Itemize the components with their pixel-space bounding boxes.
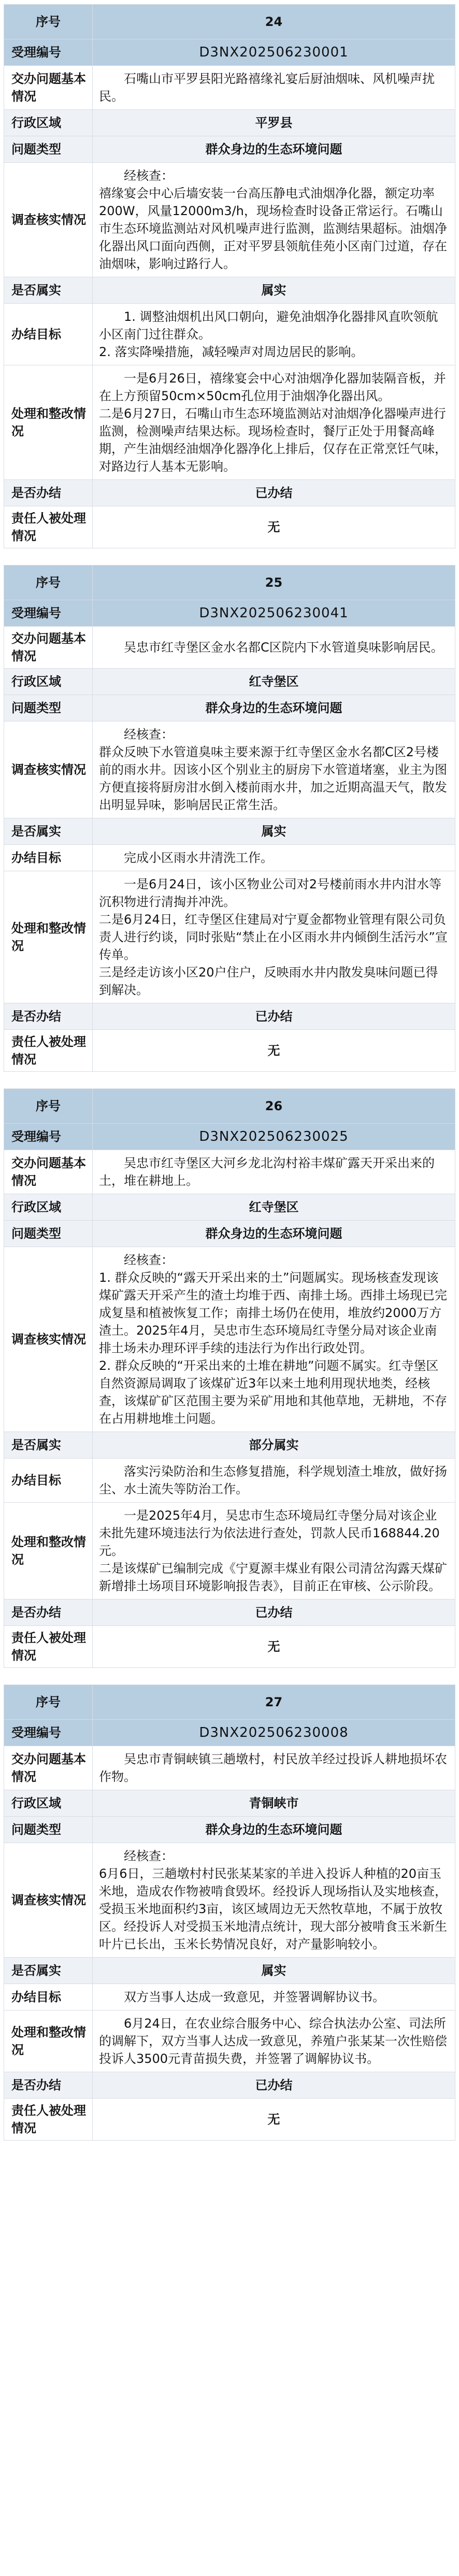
record-row-done — [4, 1600, 455, 1626]
field-label-region: 行政区域 — [4, 669, 93, 695]
record-row-code — [4, 39, 455, 66]
record-row-region — [4, 1790, 455, 1817]
record-investigation — [93, 1843, 455, 1958]
record-handling — [93, 2011, 455, 2072]
field-label-type: 问题类型 — [4, 695, 93, 721]
field-label-investigation: 调查核实情况 — [4, 1247, 93, 1432]
field-label-accountable: 责任人被处理情况 — [4, 1626, 93, 1668]
record-row-goal — [4, 845, 455, 871]
record-code: D3NX202506230001 — [93, 39, 455, 66]
record-type: 群众身边的生态环境问题 — [93, 1817, 455, 1843]
record-investigation-text: 经核查： 禧缘宴会中心后墙安装一台高压静电式油烟净化器，额定功率200W，风量12000m3/h，现场检查时设备正常运行。石嘴山市生态环境监测站对风机噪声进行监测，监测结果超标。油烟净化器出风口面向西侧，正对平罗县领航佳苑小区南门过道，存在油烟味，影响过路行人。 — [99, 168, 447, 271]
field-label-code: 受理编号 — [4, 1124, 93, 1150]
field-label-seq: 序号 — [4, 1685, 93, 1720]
record-handling — [93, 871, 455, 1003]
record-table — [4, 1088, 455, 1668]
record-row-code — [4, 1124, 455, 1150]
record-seq: 27 — [93, 1685, 455, 1720]
record-verified: 属实 — [93, 277, 455, 304]
record-row-accountable — [4, 2099, 455, 2141]
record-content-text: 吴忠市青铜峡镇三趟墩村，村民放羊经过投诉人耕地损坏农作物。 — [99, 1752, 447, 1784]
record-row-handling — [4, 871, 455, 1003]
record-content-text: 吴忠市红寺堡区大河乡龙北沟村裕丰煤矿露天开采出来的土，堆在耕地上。 — [99, 1156, 435, 1188]
record-row-type — [4, 695, 455, 721]
record-card — [0, 1680, 459, 2141]
record-investigation — [93, 721, 455, 818]
field-label-investigation: 调查核实情况 — [4, 1843, 93, 1958]
record-separator — [0, 1072, 459, 1084]
field-label-done: 是否办结 — [4, 1600, 93, 1626]
field-label-done: 是否办结 — [4, 480, 93, 506]
record-top-strip — [0, 1084, 459, 1088]
record-row-seq — [4, 1685, 455, 1720]
field-label-investigation: 调查核实情况 — [4, 163, 93, 277]
record-card — [0, 561, 459, 1072]
field-label-verified: 是否属实 — [4, 1432, 93, 1459]
field-label-done: 是否办结 — [4, 2072, 93, 2099]
record-done: 已办结 — [93, 1600, 455, 1626]
record-done: 已办结 — [93, 2072, 455, 2099]
field-label-code: 受理编号 — [4, 1720, 93, 1746]
record-content — [93, 1150, 455, 1194]
record-investigation — [93, 163, 455, 277]
record-region: 青铜峡市 — [93, 1790, 455, 1817]
record-row-done — [4, 2072, 455, 2099]
record-investigation — [93, 1247, 455, 1432]
record-accountable: 无 — [93, 1030, 455, 1072]
record-type: 群众身边的生态环境问题 — [93, 1221, 455, 1247]
record-row-content — [4, 66, 455, 110]
record-content-text: 石嘴山市平罗县阳光路禧缘礼宴后厨油烟味、风机噪声扰民。 — [99, 72, 435, 104]
field-label-accountable: 责任人被处理情况 — [4, 506, 93, 548]
record-code: D3NX202506230025 — [93, 1124, 455, 1150]
record-verified: 部分属实 — [93, 1432, 455, 1459]
field-label-done: 是否办结 — [4, 1003, 93, 1030]
record-type: 群众身边的生态环境问题 — [93, 695, 455, 721]
record-table — [4, 1685, 455, 2141]
record-card — [0, 0, 459, 548]
record-row-accountable — [4, 1626, 455, 1668]
record-content — [93, 627, 455, 669]
field-label-code: 受理编号 — [4, 39, 93, 66]
record-goal — [93, 1984, 455, 2011]
record-row-accountable — [4, 506, 455, 548]
record-handling-text: 一是2025年4月，吴忠市生态环境局红寺堡分局对该企业未批先建环境违法行为依法进行查处，罚款人民币168844.20元。 二是该煤矿已编制完成《宁夏源丰煤业有限公司清岔沟露天煤矿新增排土场项目环境影响报告表》，目前正在审核、公示阶段。 — [99, 1508, 447, 1593]
record-row-goal — [4, 1459, 455, 1503]
record-row-handling — [4, 365, 455, 480]
record-row-content — [4, 627, 455, 669]
record-done: 已办结 — [93, 1003, 455, 1030]
field-label-content: 交办问题基本情况 — [4, 1150, 93, 1194]
field-label-seq: 序号 — [4, 5, 93, 39]
record-row-code — [4, 1720, 455, 1746]
field-label-content: 交办问题基本情况 — [4, 1746, 93, 1790]
record-row-type — [4, 1817, 455, 1843]
record-row-goal — [4, 304, 455, 365]
record-table — [4, 565, 455, 1072]
field-label-seq: 序号 — [4, 1089, 93, 1124]
record-goal-text: 完成小区雨水井清洗工作。 — [124, 851, 273, 865]
record-handling — [93, 1503, 455, 1600]
record-row-investigation — [4, 163, 455, 277]
record-accountable: 无 — [93, 506, 455, 548]
record-row-verified — [4, 277, 455, 304]
record-row-accountable — [4, 1030, 455, 1072]
field-label-region: 行政区域 — [4, 110, 93, 136]
record-accountable: 无 — [93, 2099, 455, 2141]
field-label-goal: 办结目标 — [4, 304, 93, 365]
record-investigation-text: 经核查： 群众反映下水管道臭味主要来源于红寺堡区金水名都C区2号楼前的雨水井。因该小区个别业主的厨房下水管道堵塞，业主为图方便直接将厨房泔水倒入楼前雨水井，加之近期高温天气，散发出明显异味，影响居民正常生活。 — [99, 727, 447, 812]
record-row-content — [4, 1746, 455, 1790]
record-row-region — [4, 1194, 455, 1221]
field-label-code: 受理编号 — [4, 600, 93, 627]
record-handling-text: 一是6月26日，禧缘宴会中心对油烟净化器加装隔音板，并在上方预留50cm×50cm孔位用于油烟净化器出风。 二是6月27日，石嘴山市生态环境监测站对油烟净化器噪声进行监测，检测噪声结果达标。现场检查时，餐厅正处于用餐高峰期，产生油烟经油烟净化器净化上排后，仅存在正常烹饪气味，对路边行人基本无影响。 — [99, 371, 447, 474]
record-row-handling — [4, 2011, 455, 2072]
record-top-strip — [0, 0, 459, 4]
field-label-region: 行政区域 — [4, 1790, 93, 1817]
record-goal — [93, 304, 455, 365]
field-label-investigation: 调查核实情况 — [4, 721, 93, 818]
field-label-verified: 是否属实 — [4, 277, 93, 304]
record-row-investigation — [4, 721, 455, 818]
record-goal-text: 双方当事人达成一致意见，并签署调解协议书。 — [124, 1990, 385, 2004]
record-row-code — [4, 600, 455, 627]
record-region: 平罗县 — [93, 110, 455, 136]
record-region: 红寺堡区 — [93, 1194, 455, 1221]
record-row-verified — [4, 1958, 455, 1984]
record-code: D3NX202506230041 — [93, 600, 455, 627]
field-label-type: 问题类型 — [4, 136, 93, 163]
record-content-text: 吴忠市红寺堡区金水名都C区院内下水管道臭味影响居民。 — [124, 640, 443, 655]
record-card — [0, 1084, 459, 1668]
field-label-type: 问题类型 — [4, 1817, 93, 1843]
record-row-region — [4, 669, 455, 695]
field-label-handling: 处理和整改情况 — [4, 871, 93, 1003]
record-accountable: 无 — [93, 1626, 455, 1668]
field-label-region: 行政区域 — [4, 1194, 93, 1221]
field-label-handling: 处理和整改情况 — [4, 365, 93, 480]
record-row-seq — [4, 1089, 455, 1124]
field-label-goal: 办结目标 — [4, 1459, 93, 1503]
record-content — [93, 1746, 455, 1790]
record-row-region — [4, 110, 455, 136]
record-top-strip — [0, 1680, 459, 1685]
record-verified: 属实 — [93, 818, 455, 845]
record-seq: 24 — [93, 5, 455, 39]
record-investigation-text: 经核查： 6月6日，三趟墩村村民张某某家的羊进入投诉人种植的20亩玉米地，造成农作物被啃食毁坏。经投诉人现场指认及实地核查，受损玉米地面积约3亩，该区域周边无天然牧草地，不属于放牧区。经投诉人对受损玉米地清点统计，现大部分被啃食玉米新生叶片已长出，玉米长势情况良好，对产量影响较小。 — [99, 1849, 447, 1951]
record-row-content — [4, 1150, 455, 1194]
record-row-goal — [4, 1984, 455, 2011]
record-code: D3NX202506230008 — [93, 1720, 455, 1746]
record-separator — [0, 548, 459, 561]
record-row-type — [4, 1221, 455, 1247]
record-row-investigation — [4, 1247, 455, 1432]
record-handling — [93, 365, 455, 480]
field-label-type: 问题类型 — [4, 1221, 93, 1247]
field-label-verified: 是否属实 — [4, 818, 93, 845]
record-row-seq — [4, 565, 455, 600]
record-investigation-text: 经核查： 1. 群众反映的“露天开采出来的土”问题属实。现场核查发现该煤矿露天开采产生的渣土均堆于西、南排土场。西排土场现已完成复垦和植被恢复工作；南排土场仍在使用，堆放约2000万方渣土。2025年4月，吴忠市生态环境局红寺堡分局对该企业南排土场未办理环评手续的违法行为作出行政处罚。 2. 群众反映的“开采出来的土堆在耕地”问题不属实。红寺堡区自然资源局调取了该煤矿近3年以来土地利用现状地类，经核查，该煤矿矿区范围主要为采矿用地和其他草地，无耕地，不存在占用耕地堆土问题。 — [99, 1253, 447, 1426]
field-label-seq: 序号 — [4, 565, 93, 600]
record-done: 已办结 — [93, 480, 455, 506]
field-label-content: 交办问题基本情况 — [4, 66, 93, 110]
record-goal — [93, 1459, 455, 1503]
record-goal — [93, 845, 455, 871]
field-label-handling: 处理和整改情况 — [4, 1503, 93, 1600]
record-row-verified — [4, 818, 455, 845]
record-seq: 25 — [93, 565, 455, 600]
record-row-done — [4, 1003, 455, 1030]
record-row-seq — [4, 5, 455, 39]
record-row-handling — [4, 1503, 455, 1600]
field-label-verified: 是否属实 — [4, 1958, 93, 1984]
field-label-goal: 办结目标 — [4, 845, 93, 871]
record-goal-text: 落实污染防治和生态修复措施，科学规划渣土堆放，做好扬尘、水土流失等防治工作。 — [99, 1464, 447, 1496]
record-handling-text: 6月24日，在农业综合服务中心、综合执法办公室、司法所的调解下，双方当事人达成一致意见，养殖户张某某一次性赔偿投诉人3500元青苗损失费，并签署了调解协议书。 — [99, 2016, 447, 2066]
record-row-type — [4, 136, 455, 163]
field-label-goal: 办结目标 — [4, 1984, 93, 2011]
record-type: 群众身边的生态环境问题 — [93, 136, 455, 163]
record-row-done — [4, 480, 455, 506]
record-verified: 属实 — [93, 1958, 455, 1984]
field-label-content: 交办问题基本情况 — [4, 627, 93, 669]
record-seq: 26 — [93, 1089, 455, 1124]
field-label-accountable: 责任人被处理情况 — [4, 1030, 93, 1072]
record-content — [93, 66, 455, 110]
record-row-investigation — [4, 1843, 455, 1958]
record-region: 红寺堡区 — [93, 669, 455, 695]
record-top-strip — [0, 561, 459, 565]
record-table — [4, 4, 455, 548]
record-handling-text: 一是6月24日，该小区物业公司对2号楼前雨水井内泔水等沉积物进行清掏并冲洗。 二是6月24日，红寺堡区住建局对宁夏金都物业管理有限公司负责人进行约谈，同时张贴“禁止在小区雨水井内倾倒生活污水”宣传单。 三是经走访该小区20户住户，反映雨水井内散发臭味问题已得到解决。 — [99, 877, 448, 997]
field-label-handling: 处理和整改情况 — [4, 2011, 93, 2072]
record-row-verified — [4, 1432, 455, 1459]
record-separator — [0, 1668, 459, 1680]
field-label-accountable: 责任人被处理情况 — [4, 2099, 93, 2141]
record-goal-text: 1. 调整油烟机出风口朝向，避免油烟净化器排风直吹领航小区南门过往群众。 2. 落实降噪措施，减轻噪声对周边居民的影响。 — [99, 309, 438, 359]
